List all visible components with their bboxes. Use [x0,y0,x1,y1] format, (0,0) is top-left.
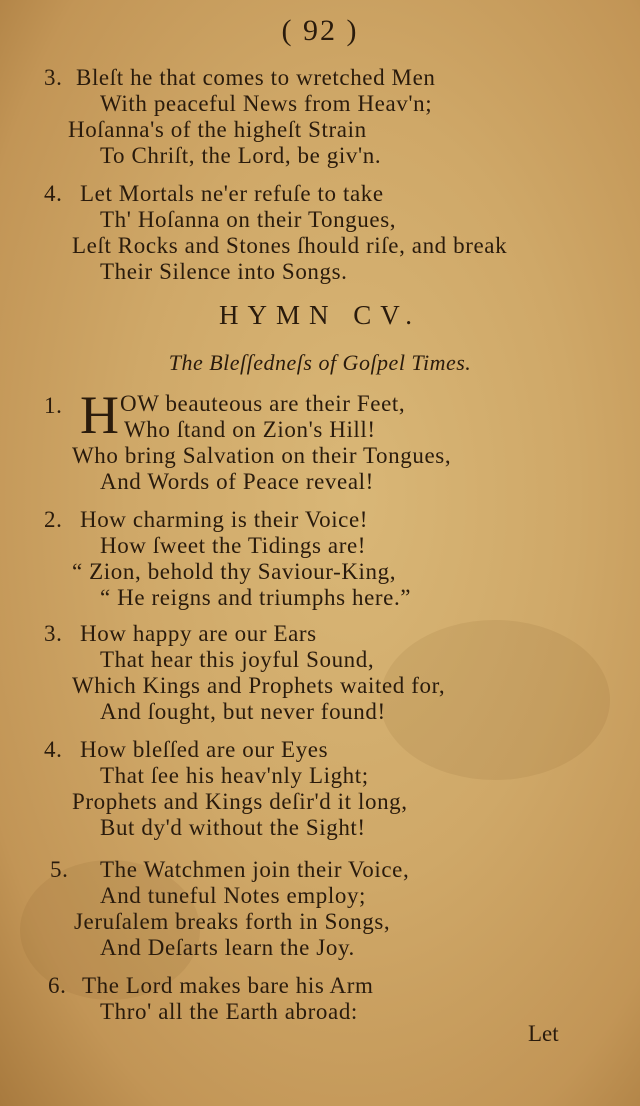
verse-line: How charming is their Voice! [80,507,369,532]
catchword: Let [528,1021,559,1046]
stanza-number: 1. [44,393,63,418]
verse-line: Leſt Rocks and Stones ſhould riſe, and break [72,233,508,258]
verse-line: And tuneful Notes employ; [100,883,367,908]
stanza-number: 3. [44,621,63,646]
verse-line: And Words of Peace reveal! [100,469,374,494]
verse-line: The Lord makes bare his Arm [82,973,374,998]
stanza-number: 2. [44,507,63,532]
verse-line: “ Zion, behold thy Saviour-King, [72,559,397,584]
paper-stain [380,620,610,780]
verse-line: How ſweet the Tidings are! [100,533,367,558]
stanza-number: 4. [44,181,63,206]
stanza-number: 5. [50,857,69,882]
verse-line: The Watchmen join their Voice, [100,857,410,882]
verse-line: OW beauteous are their Feet, [120,391,406,416]
hymn-title: HYMN CV. [218,300,422,330]
verse-line: But dy'd without the Sight! [100,815,366,840]
page-number: ( 92 ) [281,14,359,47]
verse-line: Their Silence into Songs. [100,259,348,284]
verse-line: That ſee his heav'nly Light; [100,763,369,788]
verse-line: Thro' all the Earth abroad: [100,999,358,1024]
verse-line: How happy are our Ears [80,621,317,646]
drop-cap: H [80,385,119,445]
verse-line: Prophets and Kings deſir'd it long, [72,789,408,814]
verse-line: “ He reigns and triumphs here.” [100,585,412,610]
verse-line: Which Kings and Prophets waited for, [72,673,446,698]
verse-line: Let Mortals ne'er refuſe to take [80,181,384,206]
verse-line: That hear this joyful Sound, [100,647,375,672]
verse-line: Who ſtand on Zion's Hill! [124,417,376,442]
verse-line: And Deſarts learn the Joy. [100,935,355,960]
verse-line: Hoſanna's of the higheſt Strain [68,117,367,142]
verse-line: Jeruſalem breaks forth in Songs, [74,909,391,934]
verse-line: Bleſt he that comes to wretched Men [76,65,436,90]
stanza-number: 3. [44,65,63,90]
verse-line: Who bring Salvation on their Tongues, [72,443,452,468]
hymn-subtitle: The Bleſſedneſs of Goſpel Times. [168,350,472,375]
verse-line: Th' Hoſanna on their Tongues, [100,207,397,232]
verse-line: How bleſſed are our Eyes [80,737,329,762]
verse-line: With peaceful News from Heav'n; [100,91,433,116]
verse-line: And ſought, but never found! [100,699,386,724]
verse-line: To Chriſt, the Lord, be giv'n. [100,143,382,168]
stanza-number: 4. [44,737,63,762]
stanza-number: 6. [48,973,67,998]
